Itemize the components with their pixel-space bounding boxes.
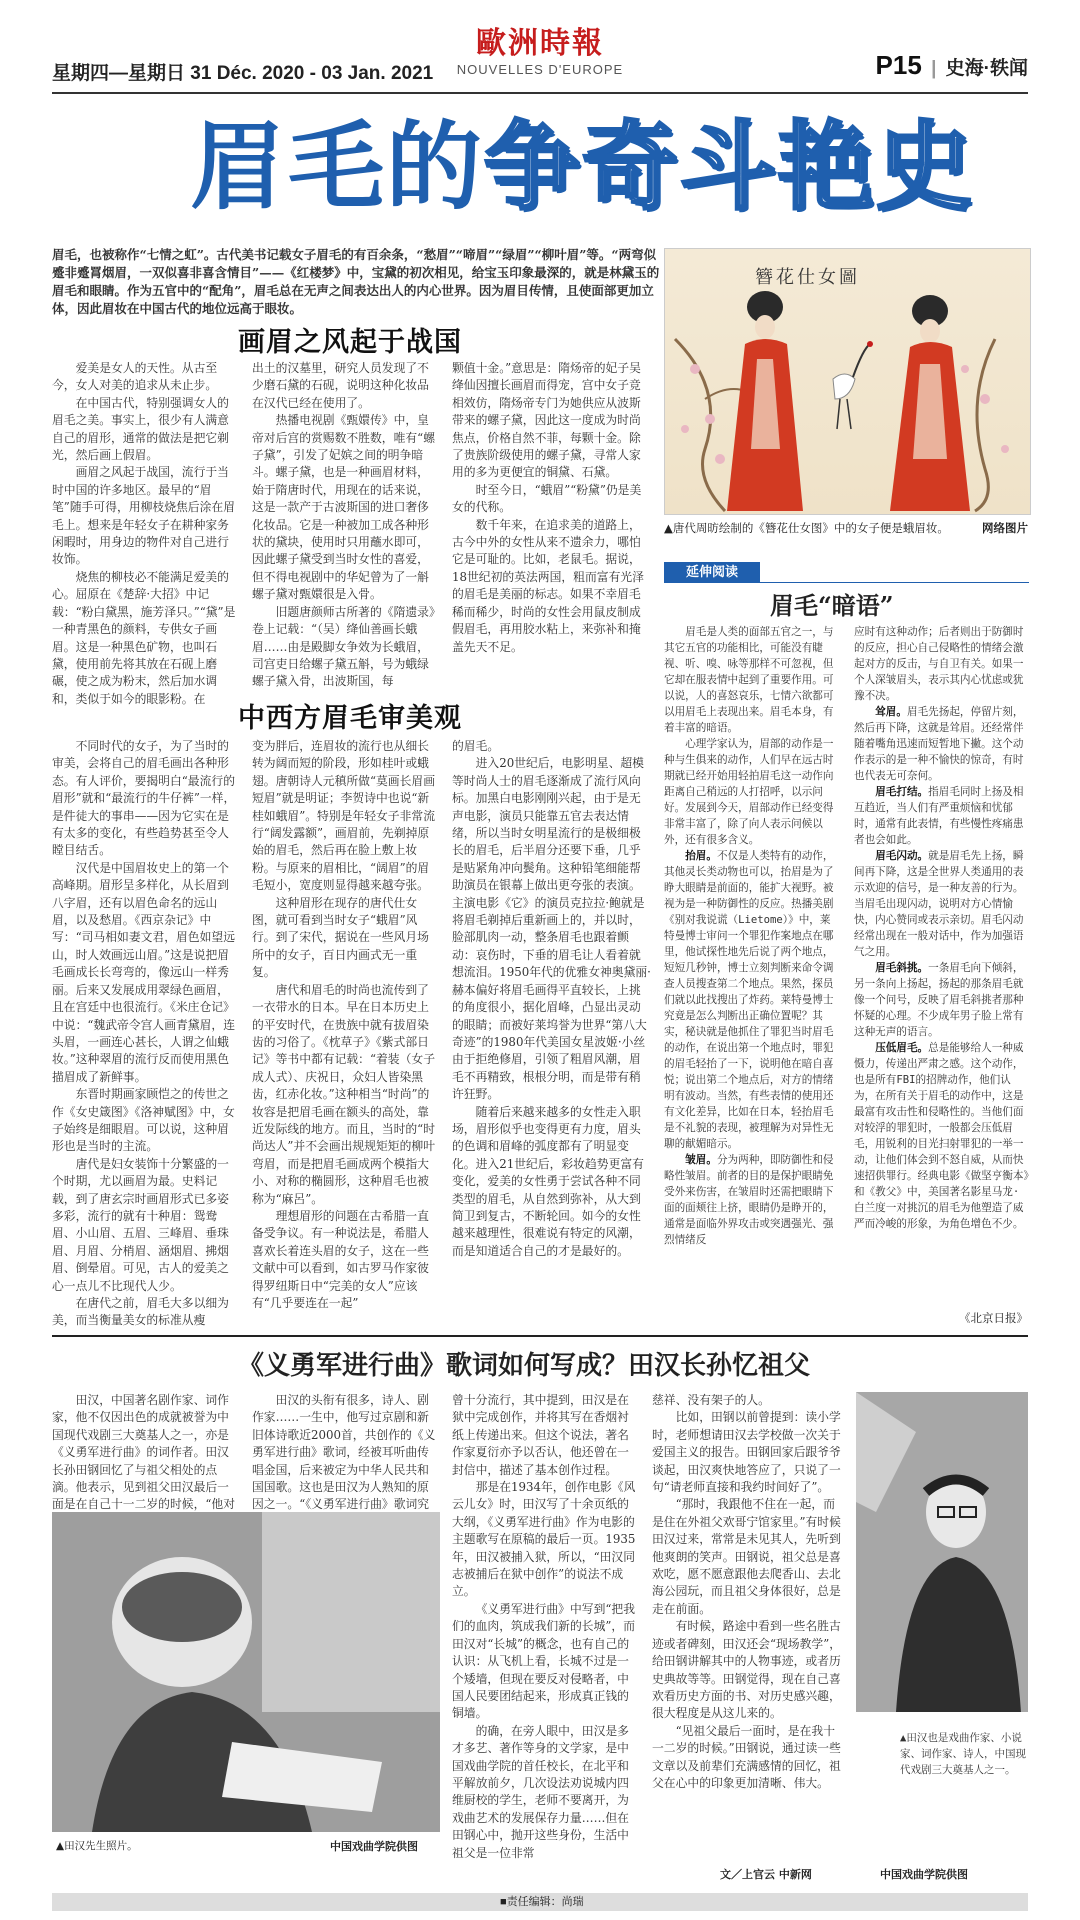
article-column — [252, 360, 440, 689]
paragraph: 心理学家认为，眉部的动作是一种与生俱来的动作，人们早在远古时期就已经开始用轻拍眉毛这一动作向距离自己稍远的人打招呼，以示问好。发展到今天，眉部动作已经变得非常丰富了，除了向人表示问候以外，还有很多含义。 — [664, 738, 834, 846]
paragraph — [854, 784, 1029, 848]
paragraph: 这种眉形在现存的唐代仕女图，就可看到当时女子“蛾眉”风行。到了宋代，据说在一些风月场所中的女子，百日内画式无一重复。 — [252, 895, 429, 980]
masthead — [455, 26, 625, 77]
keyword-text: 分为两种，即防御性和侵略性皱眉。前者的目的是保护眼睛免受外来伤害，在皱眉时还需把眼睛下面的面颊往上挤，眼睛仍是睁开的，通常是面临外界攻击或突遇强光、强烈情绪反 — [664, 1154, 834, 1246]
keyword: 压低眉毛。 — [875, 1042, 929, 1054]
keyword-text: 总是能够给人一种威慑力，传递出严肃之感。这个动作，也是所有FBI的招牌动作，他们认为，在所有关于眉毛的动作中，这是最富有攻击性和侵略性的。当他们面对较浮的罪犯时，一般都会压低眉毛，用锐利的目光扫射罪犯的一举一动，让他们体会到不怒自威，从而快速招供罪行。经典电影《做坚亨衡本》和《教父》中，美国著名影星马龙·白兰度一对挑沉的眉毛为他塑造了威严而冷峻的形象，为角色增色不少。 — [854, 1042, 1029, 1230]
headline-part-b: 争奇斗艳史 — [484, 110, 974, 223]
article-separator — [52, 1335, 1028, 1337]
paragraph: 理想眉形的问题在古希腊一直备受争议。有一种说法是，希腊人喜欢长着连头眉的女子，这在一些文献中可以看到，如古罗马作家彼得罗纽斯日中“完美的女人”应该有“几乎要连在一起” — [252, 1208, 429, 1310]
section-heading-1: 画眉之风起于战国 — [238, 327, 462, 358]
paragraph: “见祖父最后一面时，是在我十一二岁的时候。”田钢说，通过读一些文章以及前辈们充满感情的回忆，祖父在心中的印象更加清晰、伟大。 — [652, 1723, 841, 1790]
extension-column — [854, 624, 1029, 1304]
paragraph: 东晋时期画家顾恺之的传世之作《女史箴图》《洛神赋图》中，女子始终是细眼眉。可以说，这种眉形也是当时的主流。 — [52, 1087, 235, 1154]
page-info: P15 | 史海·轶闻 — [875, 50, 1028, 80]
paragraph: 出土的汉墓里，研究人员发现了不少磨石黛的石砚，说明这种化妆品在汉代已经在使用了。 — [252, 361, 429, 410]
paragraph: 不同时代的女子，为了当时的审美，会将自己的眉毛画出各种形态。有人评价，要揭明白“最流行的眉形”就和“最流行的牛仔裤”一样，是件徒大的事串——因为它实在是有太多的变化，有些趋势甚至令人瞠目结舌。 — [52, 739, 236, 858]
paragraph: 《义勇军进行曲》中写到“把我们的血肉，筑成我们新的长城”，而田汉对“长城”的概念，也有自己的认识：从飞机上看，长城不过是一个矮墙，但现在要反对侵略者，中国人民要团结起来，形成真正钱的铜墙。 — [452, 1601, 635, 1721]
extension-column — [664, 624, 839, 1309]
paragraph: 唐代是妇女装饰十分繁盛的一个时期，尤以画眉为最。史料记载，到了唐玄宗时画眉形式已多姿多彩，流行的就有十种眉：鸳鸯眉、小山眉、五眉、三峰眉、垂珠眉、月眉、分梢眉、涵烟眉、拂烟眉、倒晕眉。可见，古人的爱美之心一点儿不比现代人少。 — [52, 1156, 229, 1293]
extension-title: 眉毛“暗语” — [770, 591, 894, 620]
article-column: 田汉的头衔有很多，诗人、剧作家……一生中，他写过京剧和新旧体诗歌近2000首，共创作的《义勇军进行曲》歌词，经被耳听曲传唱金国，后来被定为中华人民共和国国歌。这也是田汉为人熟知的原因之一。“《义勇军进行曲》歌词究 — [252, 1393, 436, 1512]
painting-caption: ▲唐代周昉绘制的《簪花仕女图》中的女子便是蛾眉妆。 — [664, 521, 949, 535]
keyword: 皱眉。 — [685, 1154, 717, 1166]
painting-credit: 网络图片 — [982, 521, 1028, 535]
portrait-illustration — [856, 1392, 1028, 1712]
section-name: 史海·轶闻 — [945, 58, 1028, 79]
paragraph: 热播电视剧《甄嬛传》中，皇帝对后宫的赏赐数不胜数，唯有“螺子黛”，引发了妃嫔之间的明争暗斗。螺子黛，也是一种画眉材料，始于隋唐时代，用现在的话来说，这是一款产于古波斯国的进口奢侈化妆品。它是一种被加工成各种形状的黛块，使用时只用蘸水即可，因此螺子黛受到当时女性的喜爱，但不得电视剧中的华妃曾为了一斛螺子黛对甄嬛很是入骨。 — [252, 413, 435, 602]
keyword: 耸眉。 — [875, 706, 907, 718]
section-heading-2: 中西方眉毛审美观 — [238, 703, 462, 734]
article-intro: 眉毛，也被称作“七情之虹”。古代美书记载女子眉毛的有百余条，“愁眉”“啼眉”“绿眉”“柳叶眉”等。“两弯似蹙非蹙罥烟眉，一双似喜非喜含情目”——《红楼梦》中，宝黛的初次相见，给宝玉印象最深的，就是林黛玉的眉毛和眼睛。作为五官中的“配角”，眉毛总在无声之间表达出人的内心世界。因为眉目传情，且使面部更加立体，因此眉妆在中国古代的地位远高于眼妆。 — [52, 247, 660, 316]
keyword-text: 不仅是人类特有的动作，其他灵长类动物也可以，抬眉是为了睁大眼睛是前面的，能扩大视野。被视为是一种防御性的反应。热播美剧《别对我说谎（Lietome）》中，莱特曼博士审问一个罪犯作案地点在哪里，他试探性地先后说了两个地点，短短几秒钟，博士立刻判断来命令调查人员搜查第二个地点。果然，探员们就以此找搜出了炸药。莱特曼博士究竟是怎么判断出正确位置呢？其实，秘诀就是他抓住了罪犯当时眉毛的动作，在说出第一个地点时，罪犯的眉毛轻抬了一下，说明他在暗自喜悦；说出第二个地点后，对方的情绪明有波动。当然，有些表情的使用还有文化差异，比如在日本，轻抬眉毛是不礼貌的表现，被理解为对异性无聊的献媚暗示。 — [664, 850, 834, 1150]
paragraph: 曾十分流行，其中提到，田汉是在狱中完成创作，并将其写在香烟衬纸上传递出来。但这个说法，著名作家夏衍亦予以否认，他还曾在一封信中，描述了基本创作过程。 — [452, 1393, 629, 1477]
keyword-text: 眉毛先扬起，停留片刻，然后再下降，这就是耸眉。还经常伴随着嘴角迅速而短暂地下撇。这个动作表示的是一种不愉快的惊奇，有时也代表无可奈何。 — [854, 706, 1024, 782]
left-photo-credit: 中国戏曲学院供图 — [330, 1840, 418, 1853]
paragraph: 应时有这种动作；后者则出于防御时的反应，担心自己侵略性的情绪会激起对方的反击，与自卫有关。如果一个人深皱眉头，表示其内心忧虑或犹豫不决。 — [854, 626, 1024, 702]
paragraph: 随着后来越来越多的女性走入职场，眉形似乎也变得更有力度，眉头的色调和眉峰的弧度都有了明显变化。进入21世纪后，彩妆趋势更富有变化，爱美的女性勇于尝试各种不同类型的眉毛，从自然到弥补，从大到简卫到复古，不断轮回。如今的女性越来越理性，很难说有特定的风潮，而是知道适合自己的才是最好的。 — [452, 1104, 644, 1258]
article-column — [452, 738, 652, 1328]
photo-illustration — [52, 1512, 440, 1832]
paragraph: 唐代和眉毛的时尚也流传到了一衣带水的日本。早在日本历史上的平安时代，在贵族中就有拔眉染齿的习俗了。《枕草子》《紫式部日记》等书中都有记载：“着装（女子成人式）、庆祝日，众妇人皆染黑齿，红赤化妆。”这种相当“时尚”的妆容是把眉毛画在额头的高处，靠近发际线的地方。而且，当时的“时尚达人”并不会画出规规矩矩的柳叶弯眉，而是把眉毛画成两个模指大小、对称的椭圆形，这种眉毛也被称为“麻呂”。 — [252, 982, 435, 1206]
painting-calligraphy: 簪花仕女圖 — [755, 267, 860, 288]
paragraph — [664, 1152, 839, 1248]
tian-han-portrait — [856, 1392, 1028, 1712]
right-photo-caption: ▲田汉也是戏曲作家、小说家、词作家、诗人，中国现代戏剧三大奠基人之一。 — [900, 1732, 1026, 1776]
extension-source: 《北京日报》 — [959, 1311, 1028, 1325]
paragraph: 慈祥、没有架子的人。 — [652, 1393, 770, 1407]
paragraph: 时至今日，“蛾眉”“粉黛”仍是美女的代称。 — [452, 482, 642, 515]
article2-title: 《义勇军进行曲》歌词如何写成？田汉长孙忆祖父 — [238, 1351, 811, 1381]
article-column — [252, 738, 440, 1328]
article-column — [52, 738, 240, 1328]
extension-rule — [664, 582, 1029, 583]
masthead-chinese: 歐洲時報 — [476, 26, 604, 61]
paragraph: 烧焦的柳枝必不能满足爱美的心。屈原在《楚辞·大招》中记载：“粉白黛黑，施芳泽只。”“黛”是一种青黑色的颜料，专供女子画眉。这是一种黑色矿物，也叫石黛，使用前先将其放在石砚上磨碾，使之成为粉末，然后加水调和，类似于如今的眼影粉。在 — [52, 569, 236, 706]
left-photo-caption: ▲田汉先生照片。 — [56, 1840, 138, 1852]
masthead-french: NOUVELLES D'EUROPE — [456, 62, 624, 77]
paragraph — [854, 1040, 1029, 1232]
keyword-text: 指眉毛同时上扬及相互趋近，当人们有严重烦恼和忧郁时，通常有此表情，有些慢性疼痛患者也会如此。 — [854, 786, 1024, 846]
article-column — [652, 1392, 842, 1860]
paragraph: 汉代是中国眉妆史上的第一个高峰期。眉形呈多样化，从长眉到八字眉，还有以眉色命名的远山眉，以及愁眉。《西京杂记》中写：“司马相如妻文君，眉色如望远山，时人效画远山眉。”这是说把眉毛画成长长弯弯的，像远山一样秀丽。后来又发展成用翠绿色画眉，且在宫廷中也很流行。《米庄仓记》中说：“魏武帝令宫人画青黛眉，连头眉，一画连心甚长，人谓之仙蛾妆。”这种翠眉的流行反而使用黑色描眉成了新鲜事。 — [52, 860, 235, 1084]
paragraph — [854, 960, 1029, 1040]
page-number: P15 — [875, 50, 922, 80]
paragraph: 旧题唐颜师古所著的《隋遗录》卷上记载：“（吴）绛仙善画长蛾眉……由是殿脚女争效为长蛾眉，司宫吏日给螺子黛五斛，号为蛾绿螺子黛入骨，出波斯国，每 — [252, 604, 435, 689]
paragraph: 的眉毛。 — [452, 739, 500, 753]
paragraph — [854, 848, 1029, 960]
article-column: 田汉，中国著名剧作家、词作家，他不仅因出色的成就被誉为中国现代戏剧三大奠基人之一，亦是《义勇军进行曲》的词作者。田汉长孙田钢回忆了与祖父相处的点滴。他表示，见到祖父田汉最后一面是在自己十一二岁的时候，“他对 — [52, 1393, 235, 1512]
keyword-text: 就是眉毛先上扬，瞬间再下降，这是全世界人类通用的表示欢迎的信号，是一种友善的行为。当眉毛出现闪动，说明对方心情愉快，内心赞同或表示亲切。眉毛闪动经常出现在一般对话中，作为加强语气之用。 — [854, 850, 1024, 958]
paragraph: 比如，田钢以前曾提到：读小学时，老师想请田汉去学校做一次关于爱国主义的报告。田钢回家后跟爷爷谈起，田汉爽快地答应了，只说了一句“请老师直接和我约时间好了”。 — [652, 1410, 841, 1495]
painting-image — [664, 248, 1031, 515]
paragraph — [664, 848, 839, 1152]
paragraph: 爱美是女人的天性。从古至今，女人对美的追求从未止步。 — [52, 361, 218, 393]
extension-tag: 延伸阅读 — [664, 562, 760, 582]
tian-han-photo-writing — [52, 1512, 440, 1832]
paragraph: 在唐代之前，眉毛大多以细为美，而当衡量美女的标准从瘦 — [52, 1296, 229, 1328]
paragraph: 在中国古代，特别强调女人的眉毛之美。事实上，很少有人满意自己的眉形，通常的做法是把它剃光，然后画上假眉。 — [52, 395, 229, 463]
paragraph: “那时，我跟他不住在一起，而是住在外祖父欢哥宁馆家里。”有时候田汉过来，常常是未见其人，先听到他爽朗的笑声。田钢说，祖父总是喜欢吃，愿不愿意跟他去爬香山、去北海公园玩，而且祖父身体很好，总是走在前面。 — [652, 1497, 841, 1616]
paragraph: 的确，在旁人眼中，田汉是多才多艺、著作等身的文学家，是中国戏曲学院的首任校长，在北平和平解放前夕，几次设法劝说城内四维厨校的学生，老师不要离开，为戏曲艺术的发展保存力量……但在田钢心中，抛开这些身份，生活中祖父是一位非常 — [452, 1723, 629, 1860]
paragraph: 那是在1934年，创作电影《风云儿女》时，田汉写了十余页纸的大纲，《义勇军进行曲》作为电影的主题歌写在原稿的最后一页。1935年，田汉被捕入狱，所以，“田汉同志被捕后在狱中创作”的说法不成立。 — [452, 1480, 636, 1599]
keyword-text: 一条眉毛向下倾斜，另一条向上扬起，扬起的那条眉毛就像一个问号，反映了眉毛斜挑者那种怀疑的心理。不少成年男子脸上常有这种无声的语言。 — [854, 962, 1024, 1038]
article-column — [452, 360, 652, 686]
paragraph — [854, 704, 1029, 784]
article-column — [452, 1392, 640, 1860]
paragraph: 颗值十金。”意思是：隋炀帝的妃子吴绛仙因擅长画眉而得宠，宫中女子竞相效仿，隋炀帝专门为她供应从波斯带来的螺子黛，因此这一度成为时尚焦点，价格自然不菲，每颗十金。除了贵族阶级使用的螺子黛，寻常人家用的多为更便宜的铜黛、石黛。 — [452, 361, 641, 480]
keyword: 眉毛斜挑。 — [875, 962, 929, 974]
paragraph: 进入20世纪后，电影明星、超模等时尚人士的眉毛逐渐成了流行风向标。加黑白电影刚刚兴起，由于是无声电影，演员只能靠五官去表达情绪，所以当时女明星流行的是极细极长的眉毛，后半眉分还要下垂，几乎是贴紧角冲向鬓角。这种铅笔细能帮助演员在银幕上做出更夸张的表演。主演电影《它》的演员克拉拉·鲍就是将眉毛剃掉后重新画上的，并以时，脸部肌肉一动，整条眉毛也跟着颤动：哀伤时，下垂的眉毛让人看着就想流泪。1950年代的优雅女神奥黛丽·赫本偏好将眉毛画得平直较长，上挑的角度很小，据化眉峰，凸显出灵动的眼睛；而被好莱坞誉为世界“第八大奇迹”的1980年代美国女星波姬·小丝由于拒绝修眉，引领了粗眉风潮，眉毛不再精致，根根分明，而是带有稍许狂野。 — [452, 756, 651, 1102]
header-rule — [52, 92, 1028, 94]
paragraph: 数千年来，在追求美的道路上，古今中外的女性从来不遗余力，哪怕它是可耻的。比如，老鼠毛。据说，18世纪初的英法两国，粗而富有光泽的眉毛是美丽的标志。如果不幸眉毛稀而稀少，时尚的女性会用鼠皮制成假眉毛，再用胶水粘上，来弥补和掩盖先天不足。 — [452, 517, 644, 654]
paragraph: 变为胖后，连眉妆的流行也从细长转为阔而短的阶段，形如桂叶或蛾翅。唐朝诗人元稹所做“莫画长眉画短眉”就是明证；李贺诗中也说“新桂如蛾眉”。特别是年轻女子非常流行“阔发露额”，画眉前，先剃掉原始的眉毛，然后再在脸上敷上妆粉。与原来的眉相比，“阔眉”的眉毛短小，宽度则显得越来越夸张。 — [252, 739, 435, 893]
article-column — [52, 360, 240, 706]
keyword: 眉毛闪动。 — [875, 850, 929, 862]
paragraph: 有时候，路途中看到一些名胜古迹或者碑刻，田汉还会“现场教学”，给田钢讲解其中的人物事迹，或者历史典故等等。田钢觉得，现在自己喜欢看历史方面的书、对历史感兴趣，很大程度是从这儿来的。 — [652, 1619, 842, 1721]
article2-byline: 文／上官云 中新网 — [720, 1868, 812, 1881]
keyword: 抬眉。 — [685, 850, 717, 862]
right-photo-credit: 中国戏曲学院供图 — [880, 1868, 968, 1881]
keyword: 眉毛打结。 — [875, 786, 929, 798]
main-headline — [190, 112, 974, 222]
paragraph: 画眉之风起于战国，流行于当时中国的许多地区。最早的“眉笔”随手可得，用柳枝烧焦后涂在眉毛上。想来是年轻女子在耕种家务闲暇时，用身边的物件对自己进行妆饰。 — [52, 465, 235, 567]
issue-date: 星期四—星期日 31 Déc. 2020 - 03 Jan. 2021 — [52, 63, 434, 84]
paragraph: 眉毛是人类的面部五官之一，与其它五官的功能相比，可能没有睫视、听、嗅、咏等那样不可忽视，但它却在服表情中起到了重要作用。可以说，人的喜怒哀乐，七情六欲都可以用眉毛上表现出来。眉毛本身，有着丰富的暗语。 — [664, 626, 834, 734]
headline-part-a: 眉毛的 — [190, 110, 484, 223]
responsible-editor: ■责任编辑：尚瑞 — [500, 1896, 584, 1908]
